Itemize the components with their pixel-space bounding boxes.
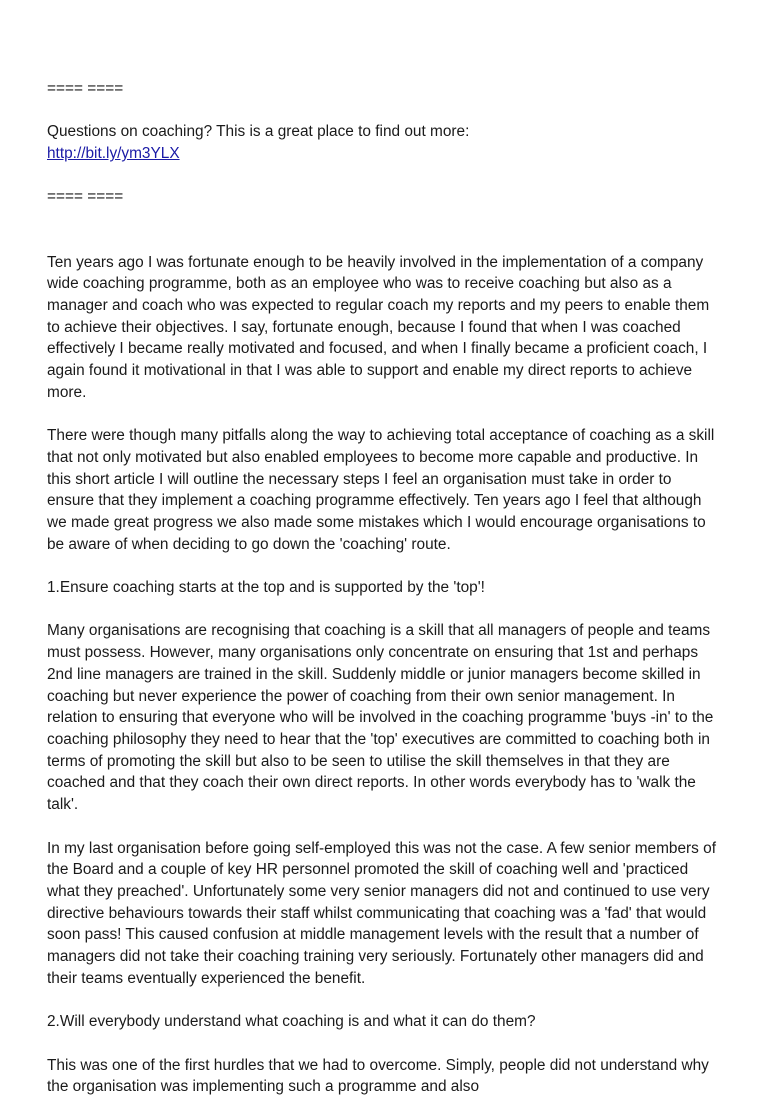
paragraph-line: their teams eventually experienced the benefit. <box>47 969 366 987</box>
paragraph-2 <box>47 425 737 555</box>
paragraph-4 <box>47 838 737 990</box>
paragraph-line: be aware of when deciding to go down the 'coaching' route. <box>47 535 451 553</box>
paragraph-line: the organisation was implementing such a programme and also <box>47 1078 480 1096</box>
separator-top: ==== ==== <box>47 80 124 97</box>
paragraph-line: Ten years ago I was fortunate enough to be heavily involved in the implementation of a company <box>47 253 704 271</box>
paragraph-line: directive behaviours towards their staff whilst communicating that coaching was a 'fad' that would <box>47 904 707 922</box>
paragraph-line: we made great progress we also made some mistakes which I would encourage organisations to <box>47 514 706 531</box>
paragraph-3 <box>47 620 737 815</box>
section-heading-1: 1.Ensure coaching starts at the top and is supported by the 'top'! <box>47 579 485 597</box>
paragraph-line: more. <box>47 383 87 401</box>
paragraph-line: managers did not take their coaching training very seriously. Fortunately other managers did and <box>47 948 704 966</box>
document-page <box>47 78 737 1098</box>
paragraph-line: There were though many pitfalls along the way to achieving total acceptance of coaching as a skill <box>47 427 715 445</box>
paragraph-line: coached and that they coach their own direct reports. In other words everybody has to 'walk the <box>47 774 696 792</box>
paragraph-line: effectively I became really motivated and focused, and when I finally became a proficient coach, I <box>47 340 708 358</box>
paragraph-line: must possess. However, many organisations only concentrate on ensuring that 1st and perhaps <box>47 644 699 662</box>
paragraph-line: talk'. <box>47 796 79 814</box>
paragraph-line: to achieve their objectives. I say, fortunate enough, because I found that when I was coached <box>47 318 681 336</box>
paragraph-line: 2nd line managers are trained in the skill. Suddenly middle or junior managers become skilled in <box>47 665 701 683</box>
paragraph-line: relation to ensuring that everyone who will be involved in the coaching programme 'buys -in' to the <box>47 709 714 727</box>
paragraph-line: soon pass! This caused confusion at middle management levels with the result that a number of <box>47 926 699 944</box>
section-heading-2: 2.Will everybody understand what coaching is and what it can do them? <box>47 1013 536 1031</box>
paragraph-line: this short article I will outline the necessary steps I feel an organisation must take in order to <box>47 470 672 488</box>
paragraph-line: terms of promoting the skill but also to be seen to utilise the skill themselves in that they are <box>47 752 670 770</box>
paragraph-line: that not only motivated but also enabled employees to become more capable and productive. In <box>47 448 699 466</box>
paragraph-line: again found it motivational in that I was able to support and enable my direct reports to achieve <box>47 362 693 380</box>
intro-link-line[interactable] <box>47 143 737 165</box>
paragraph-line: Many organisations are recognising that coaching is a skill that all managers of people and teams <box>47 622 711 640</box>
paragraph-line: coaching but never experience the power of coaching from their own senior management. In <box>47 687 675 705</box>
paragraph-5 <box>47 1055 737 1098</box>
paragraph-line: ensure that they implement a coaching programme effectively. Ten years ago I feel that although <box>47 492 702 510</box>
paragraph-line: This was one of the first hurdles that we had to overcome. Simply, people did not understand why <box>47 1056 709 1074</box>
intro-question: Questions on coaching? This is a great place to find out more: <box>47 123 470 141</box>
paragraph-line: In my last organisation before going self-employed this was not the case. A few senior members of <box>47 839 716 857</box>
paragraph-line: wide coaching programme, both as an employee who was to receive coaching but also as a <box>47 275 672 293</box>
separator-bottom: ==== ==== <box>47 188 124 206</box>
paragraph-line: what they preached'. Unfortunately some very senior managers did not and continued to use very <box>47 882 710 900</box>
paragraph-line: coaching philosophy they need to hear that the 'top' executives are committed to coaching both in <box>47 731 710 748</box>
paragraph-line: the Board and a couple of key HR personnel promoted the skill of coaching well and 'practiced <box>47 861 689 879</box>
intro-link[interactable]: http://bit.ly/ym3YLX <box>47 145 180 163</box>
paragraph-line: manager and coach who was expected to regular coach my reports and my peers to enable them <box>47 296 710 314</box>
paragraph-1 <box>47 252 737 404</box>
